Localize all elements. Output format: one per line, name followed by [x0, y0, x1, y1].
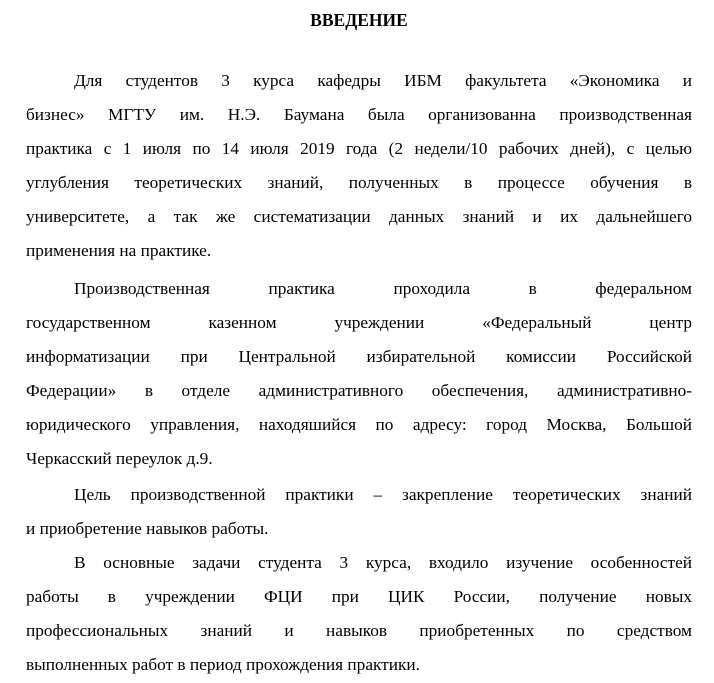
paragraph-line: и приобретение навыков работы.: [26, 519, 269, 538]
paragraph-line: выполненных работ в период прохождения практики.: [26, 655, 420, 674]
paragraph-line: государственном казенном учреждении «Федеральный центр: [26, 313, 692, 332]
paragraph-line: университете, а так же систематизации данных знаний и их дальнейшего: [26, 207, 692, 226]
paragraph-line: Цель производственной практики – закрепление теоретических знаний: [74, 485, 692, 504]
paragraph-line: Черкасский переулок д.9.: [26, 449, 213, 468]
paragraph-line: В основные задачи студента 3 курса, входило изучение особенностей: [74, 553, 692, 572]
paragraph-practice-goal: [26, 478, 692, 546]
paragraph-line: Для студентов 3 курса кафедры ИБМ факультета «Экономика и: [74, 71, 692, 90]
paragraph-student-tasks: [26, 546, 692, 682]
paragraph-intro: [26, 64, 692, 268]
paragraph-line: Производственная практика проходила в федеральном: [74, 279, 692, 298]
paragraph-line: работы в учреждении ФЦИ при ЦИК России, получение новых: [26, 587, 692, 606]
paragraph-line: практика с 1 июля по 14 июля 2019 года (2 недели/10 рабочих дней), с целью: [26, 139, 692, 158]
paragraph-line: информатизации при Центральной избирательной комиссии Российской: [26, 347, 692, 366]
paragraph-line: Федерации» в отделе административного обеспечения, административно-: [26, 381, 692, 400]
paragraph-line: профессиональных знаний и навыков приобретенных по средством: [26, 621, 692, 640]
paragraph-line: бизнес» МГТУ им. Н.Э. Баумана была организованна производственная: [26, 105, 692, 124]
paragraph-line: применения на практике.: [26, 241, 212, 260]
paragraph-practice-location: [26, 272, 692, 476]
paragraph-line: углубления теоретических знаний, полученных в процессе обучения в: [26, 173, 692, 192]
paragraph-line: юридического управления, находяшийся по адресу: город Москва, Большой: [26, 415, 692, 434]
document-heading: ВВЕДЕНИЕ: [310, 10, 408, 30]
